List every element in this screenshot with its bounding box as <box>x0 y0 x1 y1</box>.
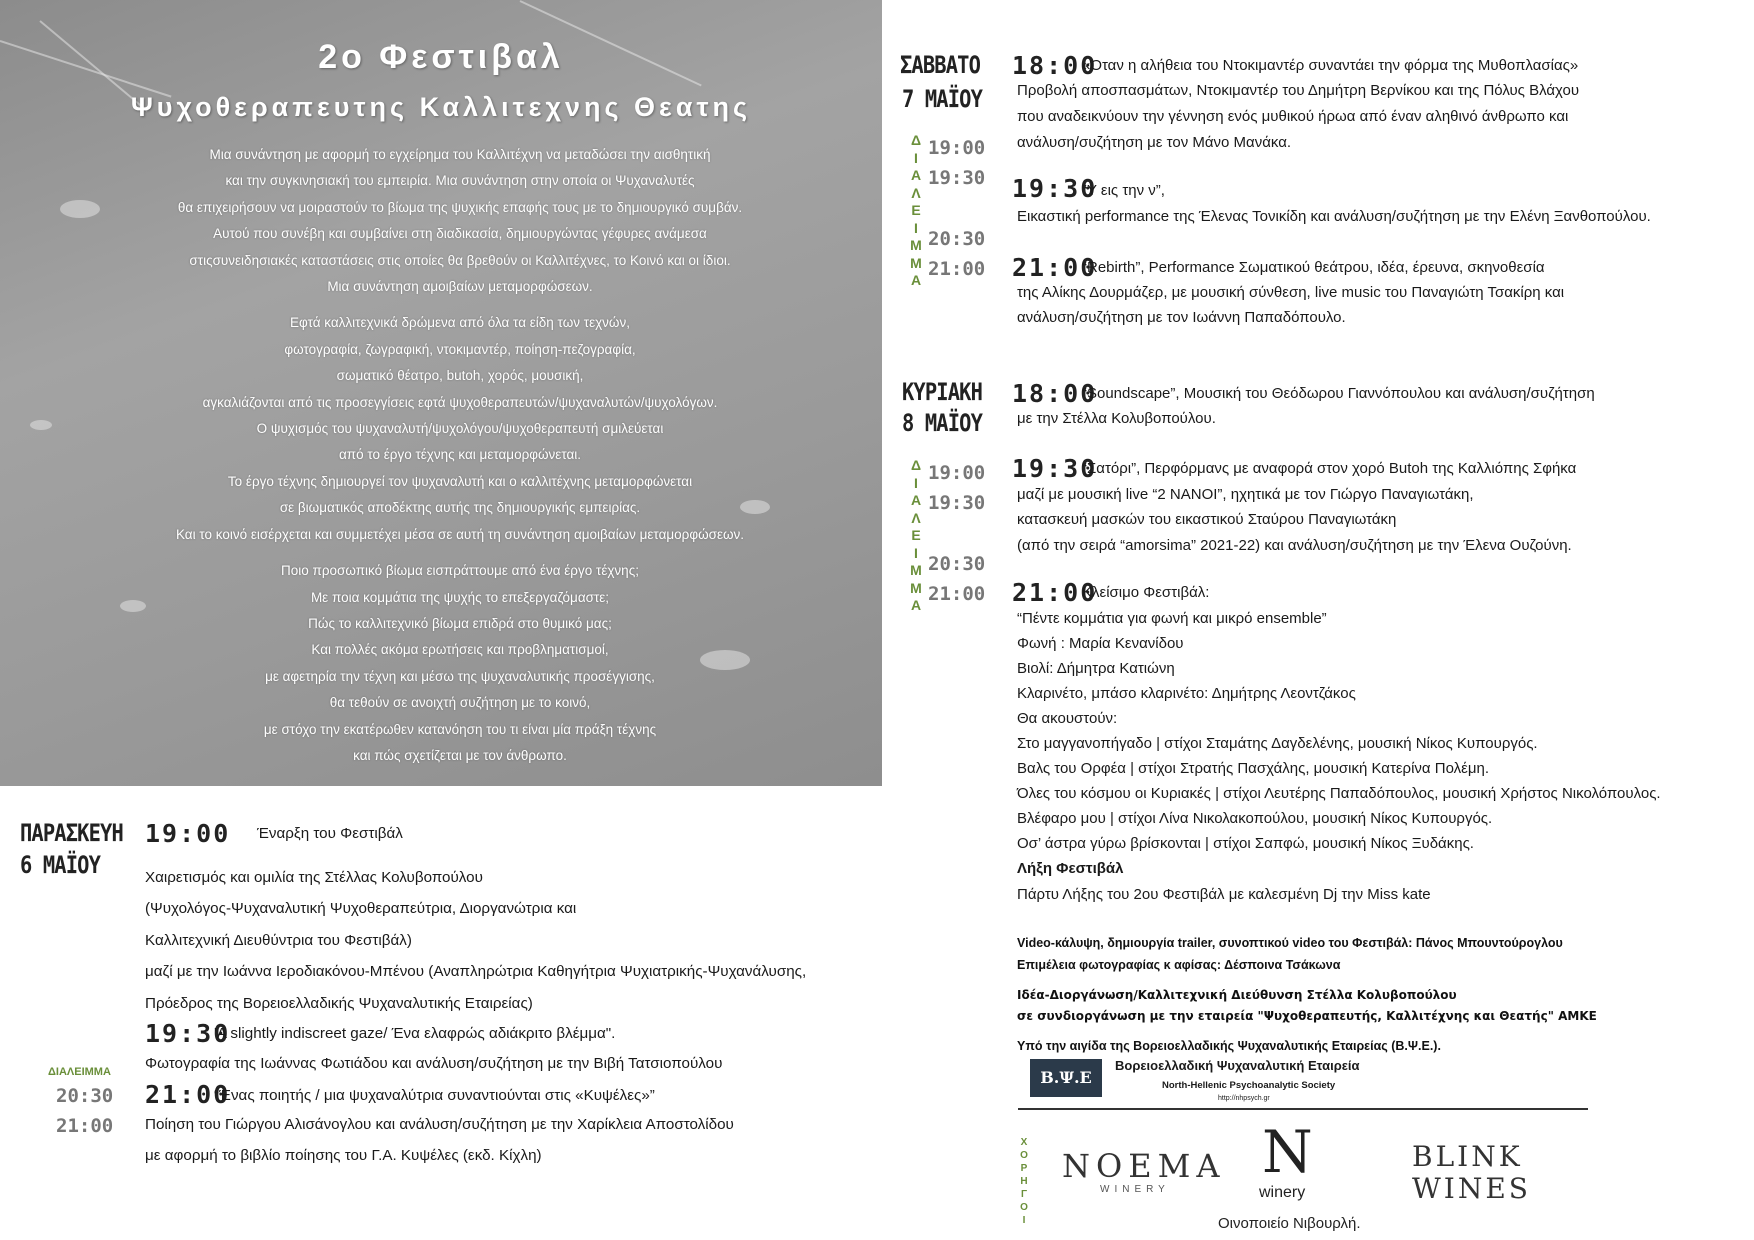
blink-logo-line1: BLINK <box>1412 1140 1523 1173</box>
intro-line: Αυτού που συνέβη και συμβαίνει στη διαδικασία, δημιουργώντας γέφυρες ανάμεσα <box>213 226 707 242</box>
interval-letter: Ι <box>914 474 918 491</box>
friday-date: 6 ΜΑΪΟΥ <box>20 851 101 879</box>
friday-greeting-line: Πρόεδρος της Βορειοελλαδικής Ψυχαναλυτικής Εταιρείας) <box>145 995 533 1012</box>
intro-line: σε βιωματικός αποδέκτης αυτής της δημιουργικής εμπειρίας. <box>279 500 641 516</box>
friday-interval-label: ΔΙΑΛΕΙΜΜΑ <box>48 1066 111 1078</box>
credit-auspices: Υπό την αιγίδα της Βορειοελλαδικής Ψυχαναλυτικής Εταιρείας (Β.Ψ.Ε.). <box>1017 1039 1441 1053</box>
festival-subtitle: Ψυχοθεραπευτης Καλλιτεχνης Θεατης <box>130 92 752 122</box>
intro-line: Πώς το καλλιτεχνικό βίωμα επιδρά στο θυμικό μας; <box>308 615 612 631</box>
intro-line: φωτογραφία, ζωγραφική, ντοκιμαντέρ, ποίηση-πεζογραφία, <box>284 341 636 357</box>
intro-line: Ο ψυχισμός του ψυχαναλυτή/ψυχολόγου/ψυχοθεραπευτή σμιλεύεται <box>256 421 664 437</box>
credit-video: Video-κάλυψη, δημιουργία trailer, συνοπτικού video του Φεστιβάλ: Πάνος Μπουντούρογλου <box>1017 936 1563 950</box>
sponsor-letter: Ι <box>1022 1215 1026 1226</box>
interval-letter: Μ <box>910 237 922 253</box>
intro-line: σωματικό θέατρο, butoh, χορός, μουσική, <box>336 368 584 384</box>
interval-letter: Α <box>910 272 922 288</box>
intro-text <box>100 142 820 779</box>
intro-line: Μια συνάντηση αμοιβαίων μεταμορφώσεων. <box>327 279 593 295</box>
saturday-btime: 19:00 <box>928 137 986 159</box>
sunday-event-line: Θα ακουστούν: <box>1017 710 1118 727</box>
intro-line: θα επιχειρήσουν να μοιραστούν το βίωμα της ψυχικής επαφής τους με το δημιουργικό συμβάν. <box>177 199 743 215</box>
sunday-event-line: μαζί με μουσική live “2 NANOI”, ηχητικά με τον Γιώργο Παναγιωτάκη, <box>1017 486 1474 503</box>
sponsors-vertical-label <box>1018 1136 1030 1227</box>
friday-greeting-line: Χαιρετισμός και ομιλία της Στέλλας Κολυβοπούλου <box>145 869 483 886</box>
interval-letter: Λ <box>911 184 921 201</box>
sponsor-letter: Ρ <box>1020 1163 1028 1174</box>
friday-event-1930-title: 'A slightly indiscreet gaze/ Ένα ελαφρώς αδιάκριτο βλέμμα". <box>214 1025 616 1042</box>
sunday-time-1800: 18:00 <box>1012 379 1098 408</box>
texture-speck <box>60 200 100 218</box>
friday-time-1930: 19:30 <box>145 1019 231 1048</box>
society-name: Βορειοελλαδική Ψυχαναλυτική Εταιρεία <box>1115 1058 1360 1073</box>
saturday-btime: 21:00 <box>928 258 986 280</box>
saturday-btime: 19:30 <box>928 167 986 189</box>
sunday-event-line: “Σατόρι”, Περφόρμανς με αναφορά στον χορό Butoh της Καλλιόπης Σφήκα <box>1082 460 1577 477</box>
interval-letter: Α <box>910 492 922 508</box>
blink-logo-line2: WINES <box>1412 1172 1531 1205</box>
sponsor-letter: Η <box>1020 1176 1028 1187</box>
sunday-event-line: Κλαρινέτο, μπάσο κλαρινέτο: Δημήτρης Λεοντζάκος <box>1017 685 1356 702</box>
intro-line: θα τεθούν σε ανοιχτή συζήτηση με το κοινό, <box>329 695 591 711</box>
friday-greeting-line: μαζί με την Ιωάννα Ιεροδιακόνου-Μπένου (Αναπληρώτρια Καθηγήτρια Ψυχιατρικής-Ψυχανάλυσης, <box>145 963 807 980</box>
festival-end-party: Πάρτυ Λήξης του 2ου Φεστιβάλ με καλεσμένη Dj την Miss kate <box>1017 886 1431 903</box>
friday-time-1900: 19:00 <box>145 819 231 848</box>
sunday-event-line: Φωνή : Μαρία Κενανίδου <box>1017 635 1184 652</box>
intro-line: από το έργο τέχνης και μεταμορφώνεται. <box>338 447 582 463</box>
saturday-event-line: «Όταν η αλήθεια του Ντοκιμαντέρ συναντάει την φόρμα της Μυθοπλασίας» <box>1082 57 1579 74</box>
intro-line: Εφτά καλλιτεχνικά δρώμενα από όλα τα είδη των τεχνών, <box>290 315 630 331</box>
festival-title: 2ο Φεστιβαλ <box>318 38 564 76</box>
texture-speck <box>30 420 52 430</box>
sunday-day: ΚΥΡΙΑΚΗ <box>902 378 983 406</box>
sunday-event-line: “Πέντε κομμάτια για φωνή και μικρό ensemble” <box>1017 610 1327 627</box>
saturday-event-line: “Rebirth”, Performance Σωματικού θεάτρου, ιδέα, έρευνα, σκηνοθεσία <box>1082 259 1545 276</box>
sunday-event-line: (από την σειρά “amorsima” 2021-22) και ανάλυση/συζήτηση με την Έλενα Ουζούνη. <box>1017 537 1572 554</box>
sunday-btime: 21:00 <box>928 583 986 605</box>
saturday-event-line: που αναδεικνύουν την γέννηση ενός μυθικού ήρωα από έναν αληθινό άνθρωπο και <box>1017 108 1569 125</box>
intro-line: Και το κοινό εισέρχεται και συμμετέχει μέσα σε αυτή τη συνάντηση αμοιβαίων μεταμορφώσεων. <box>175 526 745 542</box>
friday-time-2100: 21:00 <box>145 1080 231 1109</box>
sunday-time-2100: 21:00 <box>1012 578 1098 607</box>
hero-panel <box>0 0 882 786</box>
saturday-event-line: ανάλυση/συζήτηση με τον Μάνο Μανάκα. <box>1017 134 1292 151</box>
sunday-event-line: Οσ’ άστρα γύρω βρίσκονται | στίχοι Σαπφώ, μουσική Νίκος Ξυδάκης. <box>1017 835 1474 852</box>
friday-day: ΠΑΡΑΣΚΕΥΗ <box>20 819 123 847</box>
friday-opening: Έναρξη του Φεστιβάλ <box>257 825 403 842</box>
saturday-time-1930: 19:30 <box>1012 174 1098 203</box>
intro-line: Και πολλές ακόμα ερωτήσεις και προβληματισμοί, <box>311 642 609 658</box>
sunday-btime: 19:30 <box>928 492 986 514</box>
saturday-event-line: ανάλυση/συζήτηση με τον Ιωάννη Παπαδόπουλο. <box>1017 309 1346 326</box>
saturday-event-line: “Υ εις την ν”, <box>1082 182 1165 199</box>
saturday-time-1800: 18:00 <box>1012 51 1098 80</box>
n-winery-caption: Οινοποιείο Νιβουρλή. <box>1218 1215 1361 1232</box>
intro-line: στιςσυνειδησιακές καταστάσεις στις οποίες θα βρεθούν οι Καλλιτέχνες, το Κοινό και οι ίδιοι. <box>189 252 731 268</box>
sunday-event-line: “Soundscape”, Μουσική του Θεόδωρου Γιαννόπουλου και ανάλυση/συζήτηση <box>1082 385 1595 402</box>
intro-line: αγκαλιάζονται από τις προσεγγίσεις εφτά ψυχοθεραπευτών/ψυχαναλυτών/ψυχολόγων. <box>202 394 718 410</box>
interval-letter: Μ <box>910 579 922 596</box>
saturday-date: 7 ΜΑΪΟΥ <box>902 85 983 113</box>
sunday-event-line: Βλέφαρο μου | στίχοι Λίνα Νικολακοπούλου, μουσική Νίκος Κυπουργός. <box>1017 810 1493 827</box>
n-winery-logo: N <box>1262 1118 1313 1186</box>
saturday-btime: 20:30 <box>928 228 986 250</box>
credit-coorganizer: σε συνδιοργάνωση με την εταιρεία "Ψυχοθεραπευτής, Καλλιτέχνης και Θεατής" ΑΜΚΕ <box>1017 1009 1597 1023</box>
intro-line: Το έργο τέχνης δημιουργεί τον ψυχαναλυτή και ο καλλιτέχνης μεταμορφώνεται <box>227 473 693 489</box>
credit-photo: Επιμέλεια φωτογραφίας κ αφίσας: Δέσποινα Τσάκωνα <box>1017 958 1341 972</box>
sunday-event-line: Όλες του κόσμου οι Κυριακές | στίχοι Λευτέρης Παπαδόπουλος, μουσική Χρήστος Νικολόπουλος. <box>1017 785 1661 802</box>
friday-event-2100-desc: Ποίηση του Γιώργου Αλισάνογλου και ανάλυση/συζήτηση με την Χαρίκλεια Αποστολίδου <box>145 1116 734 1133</box>
society-url[interactable]: http://nhpsych.gr <box>1218 1095 1270 1102</box>
society-name-en: North-Hellenic Psychoanalytic Society <box>1162 1080 1336 1091</box>
intro-line: Μια συνάντηση με αφορμή το εγχείρημα του Καλλιτέχνη να μεταδώσει την αισθητική <box>209 147 711 162</box>
interval-letter: Λ <box>911 509 921 526</box>
society-logo: Β.Ψ.Ε <box>1030 1059 1102 1097</box>
friday-event-2100-desc: με αφορμή το βιβλίο ποίησης του Γ.Α. Κυψέλες (εκδ. Κίχλη) <box>145 1147 542 1164</box>
sponsor-letter: Ο <box>1020 1202 1028 1213</box>
friday-greeting-line: Καλλιτεχνική Διευθύντρια του Φεστιβάλ) <box>145 932 412 949</box>
interval-letter: Μ <box>910 562 922 578</box>
intro-line: με στόχο την εκατέρωθεν κατανόηση του τι είναι μία πράξη τέχνης <box>263 721 657 737</box>
interval-letter: Δ <box>910 132 922 148</box>
intro-paragraph-1 <box>100 142 820 300</box>
intro-line: Με ποια κομμάτια της ψυχής το επεξεργαζόμαστε; <box>310 589 610 605</box>
interval-letter: Ι <box>914 149 918 166</box>
interval-letter: Μ <box>910 254 922 271</box>
sunday-event-line: Στο μαγγανοπήγαδο | στίχοι Σταμάτης Δαγδελένης, μουσική Νίκος Κυπουργός. <box>1017 735 1538 752</box>
saturday-event-line: Εικαστική performance της Έλενας Τονικίδη και ανάλυση/συζήτηση με την Ελένη Ξανθοπούλου. <box>1017 208 1651 225</box>
saturday-event-line: της Αλίκης Δουρμάζερ, με μουσική σύνθεση, live music του Παναγιώτη Τσακίρη και <box>1017 284 1565 301</box>
friday-greeting-line: (Ψυχολόγος-Ψυχαναλυτική Ψυχοθεραπεύτρια, Διοργανώτρια και <box>145 900 577 917</box>
sunday-interval-vertical-label <box>909 457 923 615</box>
saturday-event-line: Προβολή αποσπασμάτων, Ντοκιμαντέρ του Δημήτρη Βερνίκου και της Πόλυς Βλάχου <box>1017 82 1580 99</box>
credits-divider <box>1018 1108 1588 1110</box>
sunday-event-line: κατασκευή μασκών του εικαστικού Σταύρου Παναγιωτάκη <box>1017 511 1397 528</box>
sunday-btime: 19:00 <box>928 462 986 484</box>
noema-logo: NOEMA <box>1062 1147 1226 1185</box>
sponsor-letter: Χ <box>1020 1137 1028 1148</box>
sunday-event-line: Βαλς του Ορφέα | στίχοι Στρατής Πασχάλης, μουσική Κατερίνα Πολέμη. <box>1017 760 1489 777</box>
sponsor-letter: Ο <box>1020 1150 1028 1161</box>
friday-event-1930-desc: Φωτογραφία της Ιωάννας Φωτιάδου και ανάλυση/συζήτηση με την Βιβή Τατσιοπούλου <box>145 1055 723 1072</box>
friday-interval-to: 21:00 <box>56 1115 114 1137</box>
intro-line: και πώς σχετίζεται με τον άνθρωπο. <box>353 747 567 763</box>
interval-letter: Ι <box>914 219 918 236</box>
n-winery-sub: winery <box>1259 1184 1306 1201</box>
intro-paragraph-2 <box>100 310 820 548</box>
intro-line: Ποιο προσωπικό βίωμα εισπράττουμε από ένα έργο τέχνης; <box>281 563 639 579</box>
interval-letter: Α <box>910 597 922 613</box>
sunday-time-1930: 19:30 <box>1012 454 1098 483</box>
saturday-time-2100: 21:00 <box>1012 253 1098 282</box>
friday-event-2100-title: “Ένας ποιητής / μια ψυχαναλύτρια συναντιούνται στις «Κυψέλες»” <box>214 1087 655 1104</box>
interval-letter: Δ <box>910 457 922 473</box>
noema-sub: WINERY <box>1100 1184 1170 1195</box>
interval-letter: Ε <box>911 202 921 218</box>
festival-end-title: Λήξη Φεστιβάλ <box>1017 860 1124 877</box>
sunday-event-line: με την Στέλλα Κολυβοπούλου. <box>1017 410 1216 427</box>
sunday-event-line: Κλείσιμο Φεστιβάλ: <box>1082 584 1210 601</box>
saturday-day: ΣΑΒΒΑΤΟ <box>900 51 981 79</box>
interval-letter: Ι <box>914 544 918 561</box>
intro-paragraph-3 <box>100 558 820 769</box>
interval-letter: Ε <box>911 527 921 543</box>
sunday-event-line: Βιολί: Δήμητρα Κατιώνη <box>1017 660 1175 677</box>
credit-organizer: Ιδέα-Διοργάνωση/Καλλιτεχνική Διεύθυνση Στέλλα Κολυβοπούλου <box>1017 988 1457 1002</box>
sunday-btime: 20:30 <box>928 553 986 575</box>
friday-interval-from: 20:30 <box>56 1085 114 1107</box>
sunday-date: 8 ΜΑΪΟΥ <box>902 409 983 437</box>
intro-line: και την συγκινησιακή του εμπειρία. Μια συνάντηση στην οποία οι Ψυχαναλυτές <box>225 173 695 189</box>
sponsor-letter: Γ <box>1020 1189 1027 1200</box>
intro-line: με αφετηρία την τέχνη και μέσω της ψυχαναλυτικής προσέγγισης, <box>265 668 655 684</box>
saturday-interval-vertical-label <box>909 132 923 290</box>
interval-letter: Α <box>910 167 922 183</box>
